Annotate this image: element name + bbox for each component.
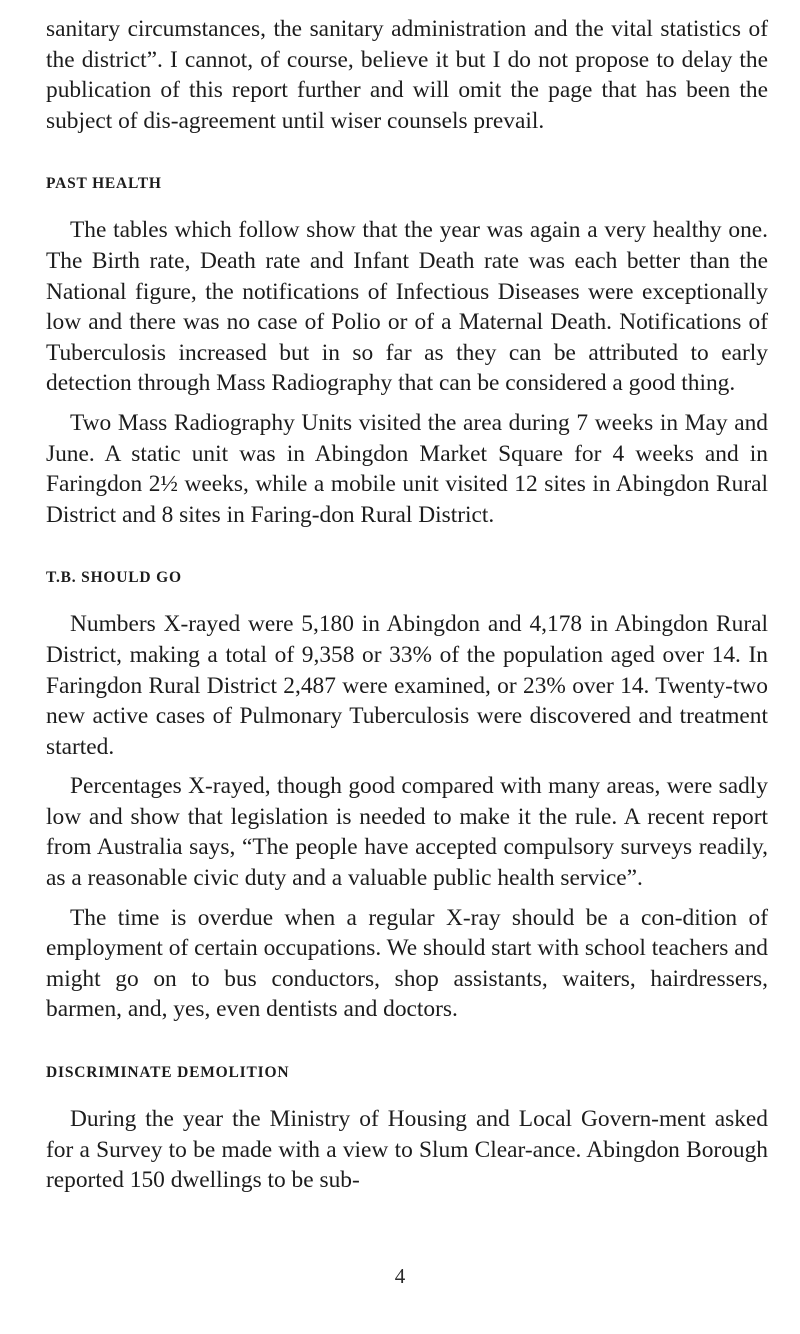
section-heading-discriminate-demolition: DISCRIMINATE DEMOLITION xyxy=(46,1064,290,1082)
page-number: 4 xyxy=(394,1264,406,1288)
document-page xyxy=(46,14,768,1196)
paragraph-tb-2: Percentages X-rayed, though good compared with many areas, were sadly low and show that legislation is needed to make it the rule. A recent report from Australia says, “The people have accepted compulsory surveys readily, as a reasonable civic duty and a valuable public health service”. xyxy=(46,773,768,892)
paragraph-tb-3: The time is overdue when a regular X-ray should be a con-dition of employment of certain occupations. We should start with school teachers and might go on to bus conductors, shop assistants, waiters, hairdressers, barmen, and, yes, even dentists and doctors. xyxy=(46,904,768,1023)
section-heading-past-health: PAST HEALTH xyxy=(46,175,162,193)
paragraph-demolition-1: During the year the Ministry of Housing and Local Govern-ment asked for a Survey to be made with a view to Slum Clear-ance. Abingdon Borough reported 150 dwellings to be sub- xyxy=(46,1106,768,1194)
paragraph-tb-1: Numbers X-rayed were 5,180 in Abingdon and 4,178 in Abingdon Rural District, making a total of 9,358 or 33% of the population aged over 14. In Faringdon Rural District 2,487 were examined, or 23% over 14. Twenty-two new active cases of Pulmonary Tuberculosis were discovered and treatment started. xyxy=(46,611,768,760)
opening-paragraph: sanitary circumstances, the sanitary administration and the vital statistics of the district”. I cannot, of course, believe it but I do not propose to delay the publication of this report further and will omit the page that has been the subject of dis-agreement until wiser counsels prevail. xyxy=(46,16,768,134)
paragraph-past-health-1: The tables which follow show that the year was again a very healthy one. The Birth rate, Death rate and Infant Death rate was each better than the National figure, the notifications of Infectious Diseases were exceptionally low and there was no case of Polio or of a Maternal Death. Notifications of Tuberculosis increased but in so far as they can be attributed to early detection through Mass Radiography that can be considered a good thing. xyxy=(46,217,768,397)
paragraph-past-health-2: Two Mass Radiography Units visited the area during 7 weeks in May and June. A static unit was in Abingdon Market Square for 4 weeks and in Faringdon 2½ weeks, while a mobile unit visited 12 sites in Abingdon Rural District and 8 sites in Faring-don Rural District. xyxy=(46,409,768,528)
section-heading-tb-should-go: T.B. SHOULD GO xyxy=(46,569,182,587)
